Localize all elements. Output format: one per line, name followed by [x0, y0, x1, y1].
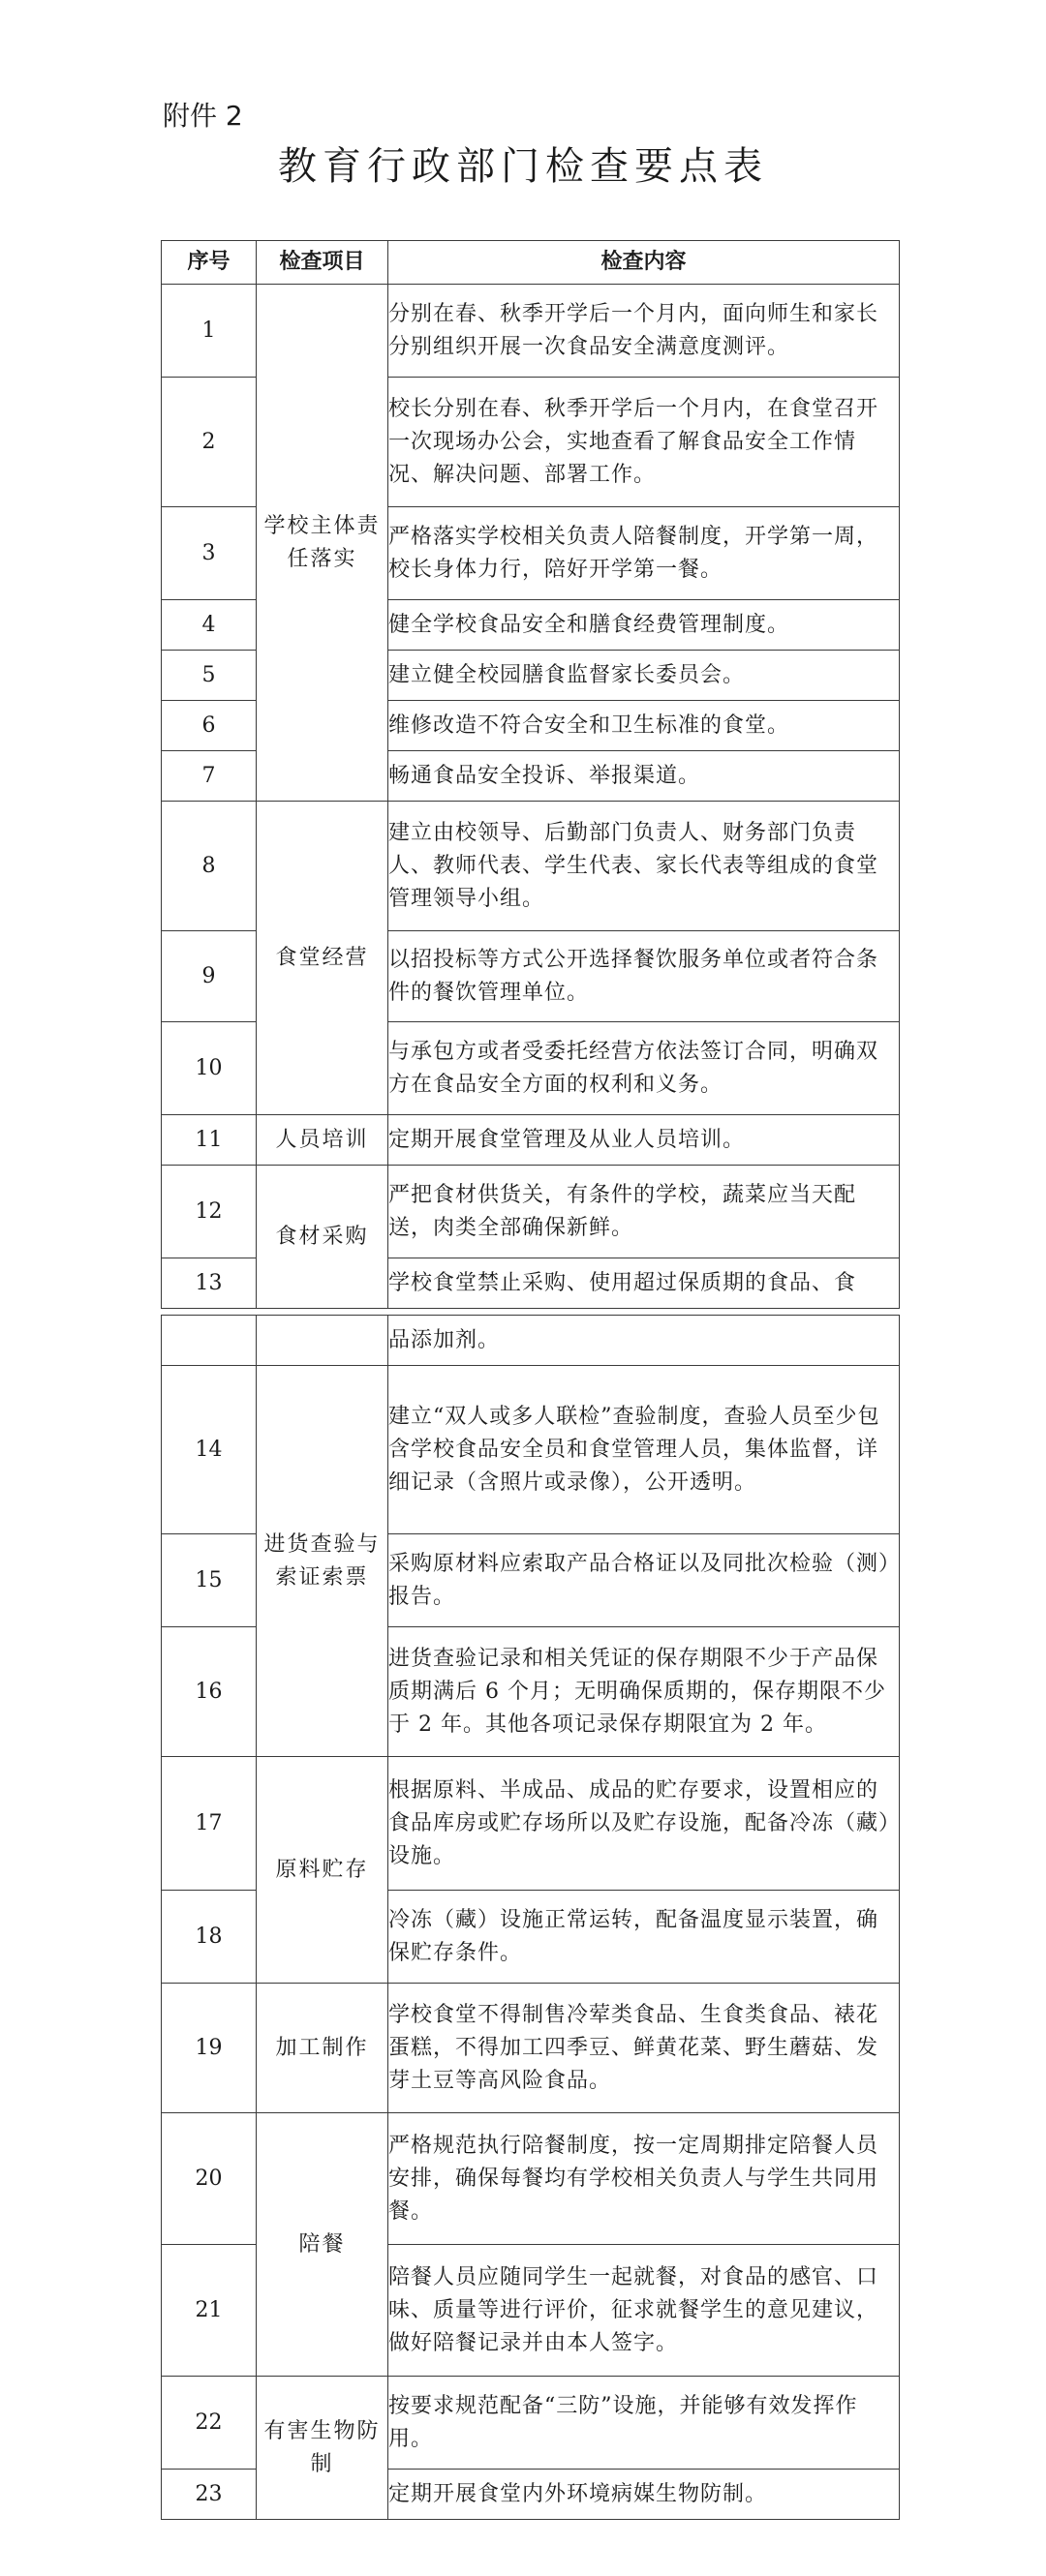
table-row	[162, 1984, 900, 2113]
row-content: 定期开展食堂内外环境病媒生物防制。	[388, 2470, 900, 2520]
row-content: 按要求规范配备“三防”设施，并能够有效发挥作用。	[388, 2377, 900, 2470]
inspection-table-part-1	[161, 240, 900, 1309]
row-num: 7	[162, 751, 257, 802]
row-num: 16	[162, 1627, 257, 1757]
row-num: 5	[162, 651, 257, 701]
row-content: 分别在春、秋季开学后一个月内，面向师生和家长分别组织开展一次食品安全满意度测评。	[388, 285, 900, 378]
row-num: 1	[162, 285, 257, 378]
group-label: 食堂经营	[257, 802, 388, 1115]
row-num: 15	[162, 1534, 257, 1627]
row-content: 建立“双人或多人联检”查验制度，查验人员至少包含学校食品安全员和食堂管理人员，集体监督，详细记录（含照片或录像），公开透明。	[388, 1366, 900, 1534]
row-num: 19	[162, 1984, 257, 2113]
row-num: 22	[162, 2377, 257, 2470]
row-content: 严把食材供货关，有条件的学校，蔬菜应当天配送，肉类全部确保新鲜。	[388, 1166, 900, 1258]
row-content: 严格规范执行陪餐制度，按一定周期排定陪餐人员安排，确保每餐均有学校相关负责人与学生共同用餐。	[388, 2113, 900, 2245]
row-content: 进货查验记录和相关凭证的保存期限不少于产品保质期满后 6 个月；无明确保质期的，保存期限不少于 2 年。其他各项记录保存期限宜为 2 年。	[388, 1627, 900, 1757]
row-content: 冷冻（藏）设施正常运转，配备温度显示装置，确保贮存条件。	[388, 1891, 900, 1984]
group-label: 食材采购	[257, 1166, 388, 1309]
row-content: 陪餐人员应随同学生一起就餐，对食品的感官、口味、质量等进行评价，征求就餐学生的意见建议，做好陪餐记录并由本人签字。	[388, 2245, 900, 2377]
row-num: 11	[162, 1115, 257, 1166]
attachment-label: 附件 2	[163, 100, 243, 132]
table-row	[162, 1366, 900, 1534]
row-num	[162, 1316, 257, 1366]
table-row	[162, 1115, 900, 1166]
table-row	[162, 1316, 900, 1366]
row-num: 21	[162, 2245, 257, 2377]
table-row	[162, 285, 900, 378]
row-content: 品添加剂。	[388, 1316, 900, 1366]
row-num: 3	[162, 507, 257, 600]
header-content: 检查内容	[388, 241, 900, 285]
row-num: 20	[162, 2113, 257, 2245]
row-num: 23	[162, 2470, 257, 2520]
row-num: 9	[162, 931, 257, 1022]
group-label: 学校主体责任落实	[257, 285, 388, 802]
group-label	[257, 1316, 388, 1366]
row-num: 12	[162, 1166, 257, 1258]
row-num: 18	[162, 1891, 257, 1984]
row-num: 8	[162, 802, 257, 931]
inspection-table-part-2	[161, 1315, 900, 2520]
row-content: 校长分别在春、秋季开学后一个月内，在食堂召开一次现场办公会，实地查看了解食品安全工作情况、解决问题、部署工作。	[388, 378, 900, 507]
row-content: 以招投标等方式公开选择餐饮服务单位或者符合条件的餐饮管理单位。	[388, 931, 900, 1022]
table-header-row	[162, 241, 900, 285]
group-label: 陪餐	[257, 2113, 388, 2377]
table-row	[162, 1757, 900, 1891]
row-content: 根据原料、半成品、成品的贮存要求，设置相应的食品库房或贮存场所以及贮存设施，配备冷冻（藏）设施。	[388, 1757, 900, 1891]
page-title: 教育行政部门检查要点表	[278, 144, 768, 189]
header-item: 检查项目	[257, 241, 388, 285]
group-label: 有害生物防制	[257, 2377, 388, 2520]
row-content: 与承包方或者受委托经营方依法签订合同，明确双方在食品安全方面的权利和义务。	[388, 1022, 900, 1115]
group-label: 加工制作	[257, 1984, 388, 2113]
row-content: 学校食堂不得制售冷荤类食品、生食类食品、裱花蛋糕，不得加工四季豆、鲜黄花菜、野生蘑菇、发芽土豆等高风险食品。	[388, 1984, 900, 2113]
row-content: 定期开展食堂管理及从业人员培训。	[388, 1115, 900, 1166]
table-row	[162, 802, 900, 931]
table-row	[162, 2377, 900, 2470]
row-content: 学校食堂禁止采购、使用超过保质期的食品、食	[388, 1258, 900, 1309]
row-num: 17	[162, 1757, 257, 1891]
row-content: 严格落实学校相关负责人陪餐制度，开学第一周，校长身体力行，陪好开学第一餐。	[388, 507, 900, 600]
row-num: 4	[162, 600, 257, 651]
row-num: 13	[162, 1258, 257, 1309]
table-row	[162, 2113, 900, 2245]
row-content: 畅通食品安全投诉、举报渠道。	[388, 751, 900, 802]
row-content: 采购原材料应索取产品合格证以及同批次检验（测）报告。	[388, 1534, 900, 1627]
group-label: 原料贮存	[257, 1757, 388, 1984]
row-num: 14	[162, 1366, 257, 1534]
group-label: 进货查验与索证索票	[257, 1366, 388, 1757]
row-content: 维修改造不符合安全和卫生标准的食堂。	[388, 701, 900, 751]
group-label: 人员培训	[257, 1115, 388, 1166]
table-row	[162, 1166, 900, 1258]
row-num: 6	[162, 701, 257, 751]
row-content: 健全学校食品安全和膳食经费管理制度。	[388, 600, 900, 651]
header-num: 序号	[162, 241, 257, 285]
row-num: 2	[162, 378, 257, 507]
row-num: 10	[162, 1022, 257, 1115]
row-content: 建立健全校园膳食监督家长委员会。	[388, 651, 900, 701]
row-content: 建立由校领导、后勤部门负责人、财务部门负责人、教师代表、学生代表、家长代表等组成的食堂管理领导小组。	[388, 802, 900, 931]
